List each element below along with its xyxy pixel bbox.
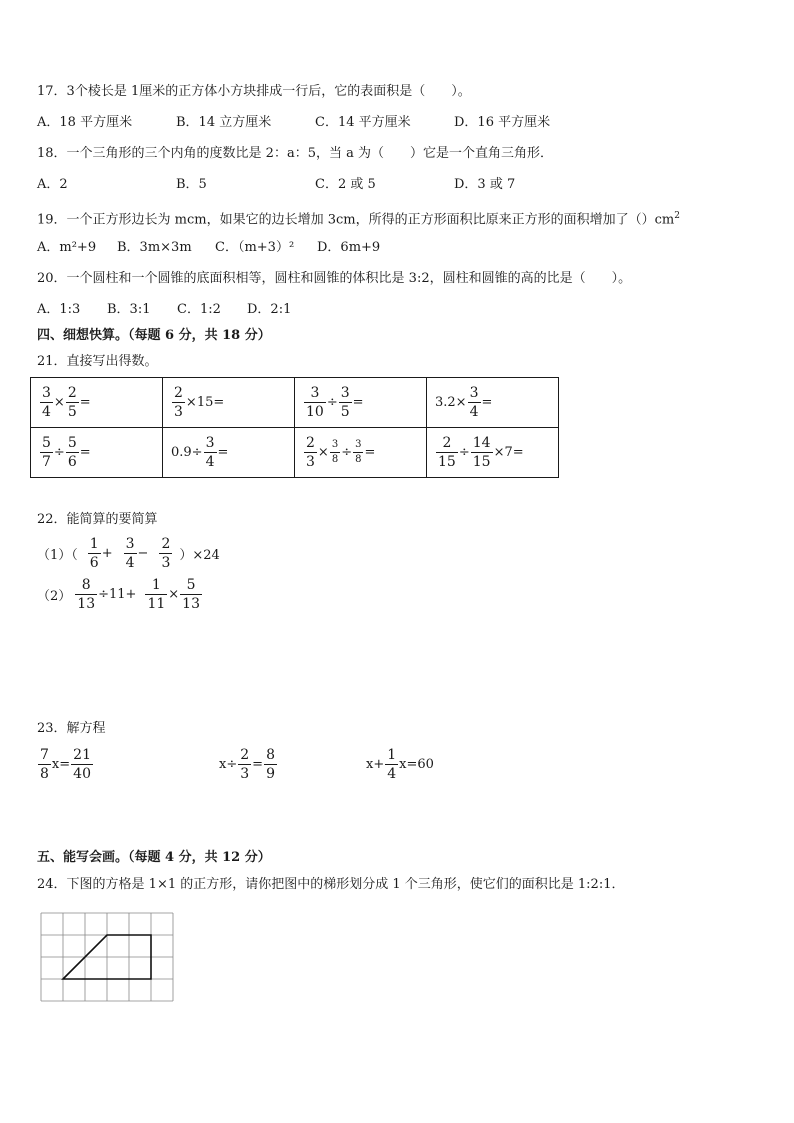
q21-cell[interactable]	[31, 378, 163, 428]
operator: ×	[168, 587, 180, 602]
q22-part2	[37, 578, 203, 611]
denominator: 3	[306, 454, 315, 470]
numerator: 3	[340, 385, 350, 401]
q21-cell[interactable]	[427, 378, 559, 428]
tail: x=60	[399, 757, 434, 772]
denominator: 15	[438, 454, 456, 470]
numerator: 3	[310, 385, 320, 401]
q20-option-c[interactable]: C．1:2	[177, 302, 221, 317]
denominator: 11	[147, 596, 166, 612]
numerator: 2	[442, 435, 452, 451]
q21-cell[interactable]	[427, 428, 559, 478]
operator: ÷	[53, 445, 65, 460]
numerator: 5	[186, 577, 196, 593]
mid: =	[252, 757, 264, 772]
denominator: 7	[42, 454, 51, 470]
q19-stem	[37, 208, 680, 228]
q21-stem: 21．直接写出得数。	[37, 354, 158, 369]
denominator: 9	[266, 766, 275, 782]
q18-option-c[interactable]: C．2 或 5	[315, 177, 376, 192]
q18-stem: 18．一个三角形的三个内角的度数比是 2：a：5，当 a 为（ ）它是一个直角三角形．	[37, 146, 553, 161]
q20-option-d[interactable]: D．2:1	[247, 302, 292, 317]
denominator: 8	[40, 766, 49, 782]
q21-cell[interactable]	[163, 378, 295, 428]
numerator: 1	[387, 747, 397, 763]
numerator: 14	[472, 435, 491, 451]
numerator: 8	[266, 747, 275, 763]
equals: =	[79, 445, 91, 460]
denominator: 4	[469, 404, 479, 420]
section4-title: 四、细想快算。（每题 6 分，共 18 分）	[37, 328, 271, 343]
q22-part1	[37, 537, 220, 570]
denominator: 4	[205, 454, 215, 470]
denominator: 40	[73, 766, 91, 782]
q19-option-c[interactable]: C．（m+3）²	[215, 240, 295, 255]
q20-stem: 20．一个圆柱和一个圆锥的底面积相等，圆柱和圆锥的体积比是 3:2，圆柱和圆锥的高的比是（ ）。	[37, 271, 632, 286]
equals: =	[79, 395, 91, 410]
part-label: （2）	[37, 589, 72, 604]
q20-option-a[interactable]: A．1:3	[37, 302, 81, 317]
denominator: 15	[472, 454, 491, 470]
q17-option-c[interactable]: C．14 平方厘米	[315, 115, 411, 130]
q19-option-b[interactable]: B．3m×3m	[117, 240, 192, 255]
q18-option-d[interactable]: D．3 或 7	[454, 177, 516, 192]
q17-option-b[interactable]: B．14 立方厘米	[176, 115, 272, 130]
tail: ）×24	[179, 548, 220, 563]
q23-equation-2	[219, 748, 278, 781]
numerator: 3	[125, 536, 135, 552]
equals: =	[352, 395, 364, 410]
lead: 3.2×	[435, 395, 467, 410]
denominator: 13	[182, 596, 200, 612]
denominator: 4	[387, 766, 397, 782]
denominator: 6	[67, 454, 77, 470]
operator: ×	[317, 445, 329, 460]
q19-stem-text: 19．一个正方形边长为 mcm，如果它的边长增加 3cm，所得的正方形面积比原来正方形的面积增加了（）cm	[37, 212, 675, 228]
numerator: 2	[306, 435, 315, 451]
mid: x=	[51, 757, 71, 772]
q23-equation-1	[37, 748, 94, 781]
denominator: 3	[174, 404, 183, 420]
numerator: 2	[67, 385, 77, 401]
q20-option-b[interactable]: B．3:1	[107, 302, 151, 317]
q21-cell[interactable]	[295, 378, 427, 428]
operator: ÷	[326, 395, 338, 410]
lead: x÷	[219, 757, 238, 772]
denominator: 4	[42, 404, 51, 420]
tail: ×7=	[493, 445, 524, 460]
numerator: 21	[73, 747, 91, 763]
q18-option-b[interactable]: B．5	[176, 177, 207, 192]
operator: ÷	[458, 445, 470, 460]
section5-title: 五、能写会画。（每题 4 分，共 12 分）	[37, 850, 271, 865]
q18-option-a[interactable]: A．2	[37, 177, 68, 192]
numerator: 3	[469, 385, 479, 401]
numerator: 1	[151, 577, 161, 593]
numerator: 2	[240, 747, 250, 763]
denominator: 3	[161, 555, 171, 571]
part-label: （1）（	[37, 548, 78, 563]
q21-cell[interactable]	[295, 428, 427, 478]
equals: =	[217, 445, 229, 460]
denominator: 10	[306, 404, 324, 420]
q17-stem: 17．3个棱长是 1厘米的正方体小方块排成一行后，它的表面积是（ ）。	[37, 84, 471, 99]
denominator: 4	[125, 555, 135, 571]
denominator: 8	[355, 454, 362, 465]
q19-stem-sup: 2	[674, 211, 680, 221]
numerator: 3	[331, 439, 339, 450]
denominator: 3	[240, 766, 250, 782]
lead: x+	[366, 757, 385, 772]
q21-calc-table	[30, 377, 559, 478]
q24-stem: 24．下图的方格是 1×1 的正方形，请你把图中的梯形划分成 1 个三角形，使它们的面积比是 1:2:1．	[37, 877, 625, 892]
operator: ÷11+	[98, 587, 137, 602]
numerator: 5	[42, 435, 51, 451]
operator: ×	[53, 395, 65, 410]
q23-stem: 23．解方程	[37, 721, 106, 736]
lead: 0.9÷	[171, 445, 203, 460]
numerator: 5	[67, 435, 77, 451]
numerator: 3	[42, 385, 51, 401]
operator: ÷	[341, 445, 353, 460]
tail: ×15=	[185, 395, 225, 410]
numerator: 3	[355, 439, 362, 450]
numerator: 8	[81, 577, 91, 593]
q17-option-a[interactable]: A．18 平方厘米	[37, 115, 133, 130]
q19-option-a[interactable]: A．m²+9	[37, 240, 97, 255]
q24-grid-figure[interactable]	[40, 912, 176, 1012]
operator: +	[101, 546, 113, 561]
q17-option-d[interactable]: D．16 平方厘米	[454, 115, 551, 130]
q21-cell[interactable]	[31, 428, 163, 478]
operator: −	[137, 546, 149, 561]
denominator: 5	[340, 404, 350, 420]
equals: =	[364, 445, 376, 460]
q19-option-d[interactable]: D．6m+9	[317, 240, 381, 255]
denominator: 8	[331, 454, 339, 465]
numerator: 1	[89, 536, 99, 552]
q23-equation-3	[366, 748, 434, 781]
equals: =	[481, 395, 493, 410]
q21-cell[interactable]	[163, 428, 295, 478]
denominator: 13	[77, 596, 96, 612]
numerator: 2	[161, 536, 171, 552]
numerator: 7	[40, 747, 49, 763]
denominator: 6	[89, 555, 99, 571]
denominator: 5	[67, 404, 77, 420]
q22-stem: 22．能简算的要简算	[37, 512, 158, 527]
numerator: 2	[174, 385, 183, 401]
numerator: 3	[205, 435, 215, 451]
